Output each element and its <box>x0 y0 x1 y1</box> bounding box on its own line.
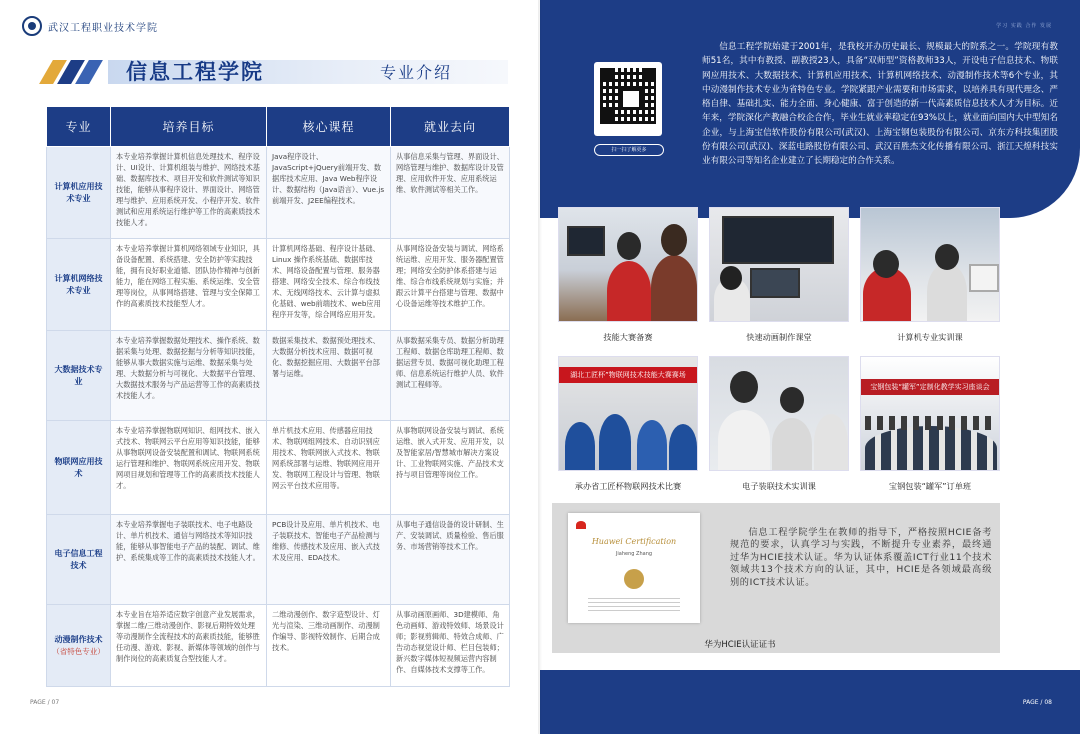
left-page-number: PAGE / 07 <box>30 699 60 706</box>
training-goal: 本专业培养掌握电子装联技术、电子电路设计、单片机技术、通信与网络技术等知识技能，能够从事智能电子产品的装配、调试、维护、系统集成等工作的高素质技术技能人才。 <box>111 515 267 605</box>
core-courses: 计算机网络基础、程序设计基础、Linux 操作系统基础、数据库技术、网络设备配置与管理、服务器搭建、网络安全技术、综合布线技术、无线网络技术、云计算与虚拟化基础、web前端技术、web应用程序开发等，综合网络应用开发。 <box>267 239 391 331</box>
core-courses: 数据采集技术、数据预处理技术、大数据分析技术应用、数据可视化、数据挖掘应用、大数据平台部署与运维。 <box>267 331 391 421</box>
major-name: 计算机网络技术专业 <box>47 239 111 331</box>
table-row <box>47 421 510 515</box>
table-row <box>47 605 510 687</box>
table-row <box>47 239 510 331</box>
career-direction: 从事信息采集与管理、界面设计、网络管理与维护、数据库设计及管理、应用软件开发、应用系统运维、软件测试等相关工作。 <box>391 147 510 239</box>
photo-caption: 电子装联技术实训课 <box>742 481 816 491</box>
photo-caption: 承办省工匠杯物联网技术比赛 <box>574 481 682 491</box>
photo-electronics-training <box>709 356 849 471</box>
major-name: 电子信息工程技术 <box>47 515 111 605</box>
table-row <box>47 331 510 421</box>
header-career: 就业去向 <box>391 107 510 147</box>
school-emblem-icon <box>22 16 42 36</box>
major-table <box>46 106 510 687</box>
school-name: 武汉工程职业技术学院 <box>48 22 158 34</box>
college-intro: 信息工程学院始建于2001年，是我校开办历史最长、规模最大的院系之一。学院现有教师51名，其中有教授、副教授23人，具备“双师型”资格教师33人，开设电子信息技术、物联网应用技术、大数据技术、计算机应用技术、计算机网络技术、动漫制作技术等6个专业，其中动漫制作技术专业为省特色专业。学院紧跟产业需要和市场需求，以培养具有现代理念、严格自律、基础扎实、能力全面、身心健康、富于创造的新一代高素质信息技术人才为目标。近年来，学院深化产教融合校企合作，毕业生就业率稳定在93%以上，就业面向国内大中型知名企业，与上海宝信软件股份有限公司(武汉)、上海宝钢包装股份有限公司、京东方科技集团股份有限公司(武汉)、深蓝电路股份有限公司、武汉百胜杰文化传播有限公司、浙江天煌科技实业有限公司等知名企业建立了长期稳定的合作关系。 <box>702 42 1058 167</box>
photo-caption: 计算机专业实训课 <box>897 332 963 342</box>
special-major-badge: （省特色专业） <box>52 646 105 656</box>
major-name: 物联网应用技术 <box>47 421 111 515</box>
career-direction: 从事物联网设备安装与调试、系统运维、嵌入式开发、应用开发，以及智能家居/智慧城市解决方案设计、工业物联网实施、产品技术支持与项目管理等岗位工作。 <box>391 421 510 515</box>
certificate-holder: Jiaheng Zhang <box>615 551 653 557</box>
training-goal: 本专业旨在培养适应数字创意产业发展需求，掌握二维/三维动漫创作、影视后期特效处理等动漫制作全流程技术的高素质技能，能够胜任动漫、游戏、影视、新媒体等领域的创作与制作岗位的高素质复合型技能人才。 <box>111 605 267 687</box>
training-goal: 本专业培养掌握计算机网络领域专业知识，具备设备配置、系统搭建、安全防护等实践技能，拥有良好职业道德、团队协作精神与创新能力，能在网络工程实施、系统运维、安全管理等岗位，从事网络搭建、管理与安全保障工作的高素质技术技能型人才。 <box>111 239 267 331</box>
training-goal: 本专业培养掌握数据处理技术、操作系统、数据采集与处理、数据挖掘与分析等知识技能，能够从事大数据实施与运维、数据采集与处理、大数据分析与可视化、大数据平台管理、大数据技术服务与产品运营等工作的高素质技术技能人才。 <box>111 331 267 421</box>
certificate-title: Huawei Certification <box>591 537 677 546</box>
huawei-logo-icon <box>576 521 586 529</box>
header-courses: 核心课程 <box>267 107 391 147</box>
table-row <box>47 515 510 605</box>
certificate-caption: 华为HCIE认证证书 <box>704 640 776 650</box>
qr-code-icon[interactable] <box>600 68 656 124</box>
training-goal: 本专业培养掌握物联网知识、组网技术、嵌入式技术、物联网云平台应用等知识技能，能够从事物联网设备安装配置和调试、物联网系统运行管理和维护、物联网系统应用开发、物联网项目规划和管理等工作的高素质技术技能人才。 <box>111 421 267 515</box>
photo-skills-competition <box>558 207 698 322</box>
photo-caption: 快速动画制作课堂 <box>746 332 812 342</box>
footer-band <box>540 670 1080 734</box>
title-banner <box>38 56 508 88</box>
core-courses: Java程序设计、JavaScript+jQuery前端开发、数据库技术应用、Java Web程序设计、数据结构（Java语言）、Vue.js前端开发、J2EE编程技术。 <box>267 147 391 239</box>
top-nav: 学习 实践 合作 发展 <box>996 23 1052 29</box>
table-header-row <box>47 107 510 147</box>
photo-caption: 技能大赛备赛 <box>603 332 653 342</box>
certificate-panel <box>552 503 1000 653</box>
school-logo <box>22 16 158 36</box>
certificate-description: 信息工程学院学生在教师的指导下，严格按照HCIE备考规范的要求，认真学习与实践，不断提升专业素养，最终通过华为HCIE技术认证。华为认证体系覆盖ICT行业11个技术领域共13个技术方向的认证，其中，HCIE是各领域最高级别的ICT技术认证。 <box>730 527 992 588</box>
qr-label[interactable]: 扫一扫了解更多 <box>594 144 664 156</box>
title-stripes-decoration <box>38 56 118 88</box>
section-subtitle: 专业介绍 <box>379 63 452 82</box>
photo-banner: 湖北工匠杯”物联网技术技能大赛赛场 <box>559 367 697 383</box>
page-title: 信息工程学院 <box>126 60 264 84</box>
core-courses: PCB设计及应用、单片机技术、电子装联技术、智能电子产品检测与维修、传感技术及应用、嵌入式技术及应用、EDA技术。 <box>267 515 391 605</box>
photo-animation-class <box>709 207 849 322</box>
photo-banner: 宝钢包装“罐军”定制化教学实习座谈会 <box>861 379 999 395</box>
table-row <box>47 147 510 239</box>
major-name-text: 动漫制作技术 <box>54 634 103 644</box>
career-direction: 从事网络设备安装与调试、网络系统运维、应用开发、服务器配置管理；网络安全防护体系搭建与运维、综合布线系统规划与实施；并跟云计算平台搭建与管理、数据中心设备运维等技术维护工作。 <box>391 239 510 331</box>
core-courses: 单片机技术应用、传感器应用技术、物联网组网技术、自动识别应用技术、物联网嵌入式技术、物联网系统部署与运维、物联网应用开发、物联网工程设计与管理、物联网云平台技术应用等。 <box>267 421 391 515</box>
training-goal: 本专业培养掌握计算机信息处理技术、程序设计、UI设计、计算机组装与维护、网络技术基础、数据库技术、项目开发和软件测试等知识技能，能够从事程序设计、界面设计、网络管理与维护、应用系统开发、小程序开发、软件测试和应用系统运行维护等工作的高素质技术技能人才。 <box>111 147 267 239</box>
right-page <box>540 0 1080 734</box>
major-name: 计算机应用技术专业 <box>47 147 111 239</box>
certificate-text-lines <box>588 597 680 611</box>
career-direction: 从事动画原画师、3D建模师、角色动画师、游戏特效师、场景设计师；影视剪辑师、特效合成师、广告动态视觉设计师、栏目包装师；新兴数字媒体短视频运营内容制作、自媒体技术支撑等工作。 <box>391 605 510 687</box>
photo-iot-competition <box>558 356 698 471</box>
book-spine-shadow <box>538 0 542 734</box>
major-name <box>47 605 111 687</box>
career-direction: 从事电子通信设备的设计研制、生产、安装调试、质量检验、售后服务、市场营销等技术工作。 <box>391 515 510 605</box>
photo-computer-training <box>860 207 1000 322</box>
career-direction: 从事数据采集专员、数据分析助理工程师、数据仓库助理工程师、数据运营专员、数据可视化助理工程师、信息系统运行维护人员、软件测试工程师等。 <box>391 331 510 421</box>
right-page-number: PAGE / 08 <box>1022 699 1052 706</box>
core-courses: 二维动漫创作、数字造型设计、灯光与渲染、三维动画制作、动漫制作编导、影视特效制作、后期合成技术。 <box>267 605 391 687</box>
photo-caption: 宝钢包装“罐军”订单班 <box>888 481 972 491</box>
major-name: 大数据技术专业 <box>47 331 111 421</box>
photo-baosteel-class <box>860 356 1000 471</box>
header-goal: 培养目标 <box>111 107 267 147</box>
certificate-image <box>568 513 700 623</box>
certificate-badge-icon <box>624 569 644 589</box>
header-major: 专业 <box>47 107 111 147</box>
qr-code-block[interactable] <box>594 62 662 136</box>
